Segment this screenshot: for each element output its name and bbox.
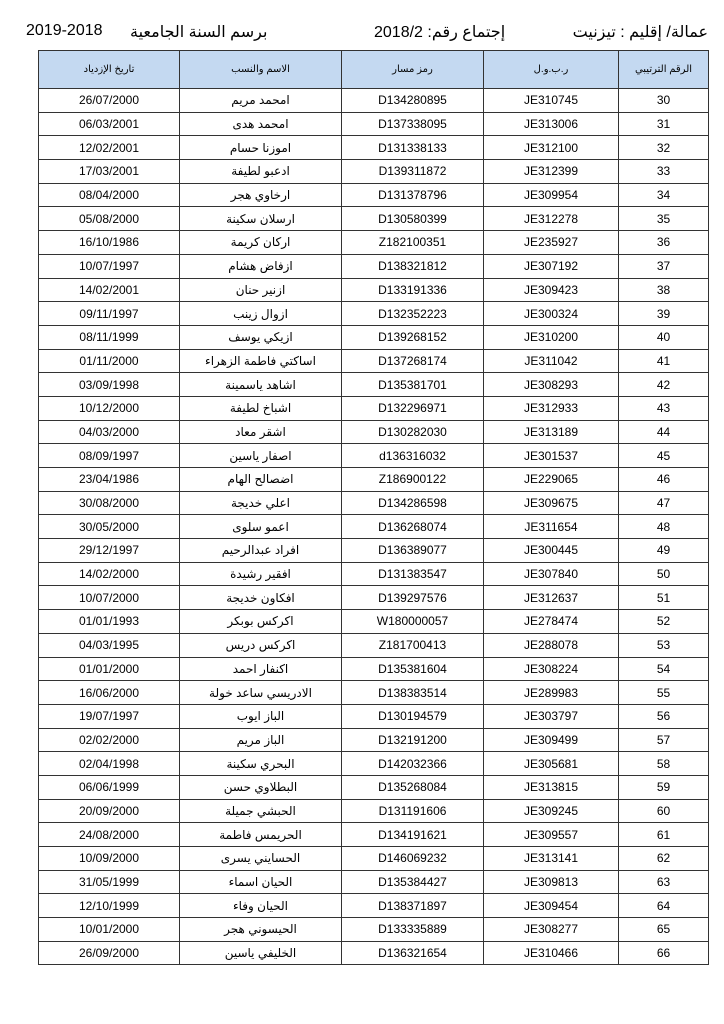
page-header: [26, 22, 708, 44]
birth-date-cell: 16/06/2000: [39, 681, 180, 705]
national-id-cell: JE313141: [484, 847, 619, 871]
national-id-cell: JE305681: [484, 752, 619, 776]
massar-code-cell: D134286598: [342, 491, 484, 515]
birth-date-cell: 26/09/2000: [39, 941, 180, 965]
full-name-cell: الباز ايوب: [180, 704, 342, 728]
rank-cell: 57: [619, 728, 709, 752]
table-row: [39, 847, 709, 871]
rank-cell: 33: [619, 160, 709, 184]
full-name-cell: اركان كريمة: [180, 231, 342, 255]
full-name-cell: اعلي خديجة: [180, 491, 342, 515]
birth-date-cell: 29/12/1997: [39, 539, 180, 563]
full-name-cell: اصفار ياسين: [180, 444, 342, 468]
table-row: [39, 444, 709, 468]
rank-cell: 51: [619, 586, 709, 610]
national-id-cell: JE278474: [484, 610, 619, 634]
national-id-cell: JE309954: [484, 183, 619, 207]
rank-cell: 40: [619, 325, 709, 349]
massar-code-cell: D133191336: [342, 278, 484, 302]
massar-code-cell: D135268084: [342, 775, 484, 799]
massar-code-cell: D131383547: [342, 562, 484, 586]
table-row: [39, 586, 709, 610]
national-id-cell: JE288078: [484, 633, 619, 657]
massar-code-cell: D132352223: [342, 302, 484, 326]
table-row: [39, 396, 709, 420]
birth-date-cell: 02/02/2000: [39, 728, 180, 752]
massar-code-cell: W180000057: [342, 610, 484, 634]
massar-code-cell: D133335889: [342, 918, 484, 942]
province-label: عمالة/ إقليم : تيزنيت: [572, 24, 708, 41]
massar-code-cell: D134280895: [342, 89, 484, 113]
massar-code-cell: D132191200: [342, 728, 484, 752]
massar-code-cell: D134191621: [342, 823, 484, 847]
table-row: [39, 515, 709, 539]
table-row: [39, 941, 709, 965]
national-id-cell: JE301537: [484, 444, 619, 468]
massar-code-cell: D136321654: [342, 941, 484, 965]
birth-date-cell: 10/07/1997: [39, 254, 180, 278]
massar-code-cell: Z186900122: [342, 468, 484, 492]
birth-date-cell: 08/11/1999: [39, 325, 180, 349]
table-row: [39, 704, 709, 728]
massar-code-cell: Z182100351: [342, 231, 484, 255]
birth-date-cell: 06/03/2001: [39, 112, 180, 136]
massar-code-cell: D135384427: [342, 870, 484, 894]
massar-code-cell: D142032366: [342, 752, 484, 776]
national-id-cell: JE313006: [484, 112, 619, 136]
full-name-cell: ازوال زينب: [180, 302, 342, 326]
table-row: [39, 325, 709, 349]
table-row: [39, 657, 709, 681]
birth-date-cell: 10/01/2000: [39, 918, 180, 942]
massar-code-cell: D136389077: [342, 539, 484, 563]
rank-cell: 38: [619, 278, 709, 302]
national-id-cell: JE313189: [484, 420, 619, 444]
national-id-cell: JE312399: [484, 160, 619, 184]
full-name-cell: اكركس دريس: [180, 633, 342, 657]
national-id-cell: JE310200: [484, 325, 619, 349]
birth-date-cell: 30/05/2000: [39, 515, 180, 539]
full-name-cell: الحسايني يسرى: [180, 847, 342, 871]
rank-cell: 61: [619, 823, 709, 847]
birth-date-cell: 19/07/1997: [39, 704, 180, 728]
birth-date-cell: 03/09/1998: [39, 373, 180, 397]
national-id-cell: JE309454: [484, 894, 619, 918]
birth-date-cell: 06/06/1999: [39, 775, 180, 799]
birth-date-cell: 05/08/2000: [39, 207, 180, 231]
massar-code-cell: D146069232: [342, 847, 484, 871]
rank-cell: 50: [619, 562, 709, 586]
full-name-cell: الحيسوني هجر: [180, 918, 342, 942]
rank-cell: 41: [619, 349, 709, 373]
massar-code-cell: D131338133: [342, 136, 484, 160]
birth-date-cell: 30/08/2000: [39, 491, 180, 515]
full-name-cell: الباز مريم: [180, 728, 342, 752]
national-id-cell: JE309245: [484, 799, 619, 823]
massar-code-cell: D130580399: [342, 207, 484, 231]
national-id-cell: JE312933: [484, 396, 619, 420]
table-row: [39, 894, 709, 918]
table-row: [39, 539, 709, 563]
full-name-cell: البحري سكينة: [180, 752, 342, 776]
rank-cell: 49: [619, 539, 709, 563]
massar-code-cell: D138321812: [342, 254, 484, 278]
rank-cell: 36: [619, 231, 709, 255]
table-row: [39, 112, 709, 136]
national-id-cell: JE309675: [484, 491, 619, 515]
national-id-cell: JE311042: [484, 349, 619, 373]
rank-cell: 48: [619, 515, 709, 539]
table-row: [39, 823, 709, 847]
table-row: [39, 89, 709, 113]
full-name-cell: اضصالح الهام: [180, 468, 342, 492]
national-id-cell: JE309423: [484, 278, 619, 302]
national-id-cell: JE309499: [484, 728, 619, 752]
birth-date-cell: 12/02/2001: [39, 136, 180, 160]
table-row: [39, 160, 709, 184]
massar-code-cell: D137338095: [342, 112, 484, 136]
full-name-cell: الحيان وفاء: [180, 894, 342, 918]
massar-code-cell: D138371897: [342, 894, 484, 918]
full-name-cell: اكنفار احمد: [180, 657, 342, 681]
birth-date-cell: 04/03/2000: [39, 420, 180, 444]
full-name-cell: امحمد مريم: [180, 89, 342, 113]
national-id-cell: JE310745: [484, 89, 619, 113]
massar-code-cell: D130282030: [342, 420, 484, 444]
national-id-cell: JE308277: [484, 918, 619, 942]
full-name-cell: اموزنا حسام: [180, 136, 342, 160]
massar-code-cell: D130194579: [342, 704, 484, 728]
rank-cell: 52: [619, 610, 709, 634]
birth-date-cell: 01/01/2000: [39, 657, 180, 681]
birth-date-cell: 26/07/2000: [39, 89, 180, 113]
birth-date-cell: 01/01/1993: [39, 610, 180, 634]
rank-cell: 45: [619, 444, 709, 468]
massar-code-cell: D131191606: [342, 799, 484, 823]
national-id-cell: JE289983: [484, 681, 619, 705]
birth-date-cell: 08/04/2000: [39, 183, 180, 207]
national-id-cell: JE308293: [484, 373, 619, 397]
massar-code-cell: D135381604: [342, 657, 484, 681]
column-header-birth-date: تاريخ الإزدياد: [39, 51, 180, 89]
table-row: [39, 136, 709, 160]
national-id-cell: JE229065: [484, 468, 619, 492]
rank-cell: 66: [619, 941, 709, 965]
table-row: [39, 562, 709, 586]
rank-cell: 35: [619, 207, 709, 231]
table-row: [39, 207, 709, 231]
rank-cell: 64: [619, 894, 709, 918]
massar-code-cell: D136268074: [342, 515, 484, 539]
national-id-cell: JE303797: [484, 704, 619, 728]
full-name-cell: اشباخ لطيفة: [180, 396, 342, 420]
national-id-cell: JE309557: [484, 823, 619, 847]
birth-date-cell: 02/04/1998: [39, 752, 180, 776]
column-header-national-id: ر.ب.و.ل: [484, 51, 619, 89]
massar-code-cell: d136316032: [342, 444, 484, 468]
full-name-cell: ازيكي يوسف: [180, 325, 342, 349]
massar-code-cell: D135381701: [342, 373, 484, 397]
national-id-cell: JE312100: [484, 136, 619, 160]
full-name-cell: اشقر معاد: [180, 420, 342, 444]
rank-cell: 63: [619, 870, 709, 894]
table-header-row: [39, 51, 709, 89]
table-row: [39, 349, 709, 373]
full-name-cell: افكاون خديجة: [180, 586, 342, 610]
rank-cell: 47: [619, 491, 709, 515]
full-name-cell: الحيان اسماء: [180, 870, 342, 894]
birth-date-cell: 01/11/2000: [39, 349, 180, 373]
full-name-cell: ازفاض هشام: [180, 254, 342, 278]
rank-cell: 60: [619, 799, 709, 823]
birth-date-cell: 10/09/2000: [39, 847, 180, 871]
full-name-cell: اعمو سلوى: [180, 515, 342, 539]
birth-date-cell: 16/10/1986: [39, 231, 180, 255]
national-id-cell: JE307192: [484, 254, 619, 278]
massar-code-cell: D132296971: [342, 396, 484, 420]
massar-code-cell: D139268152: [342, 325, 484, 349]
birth-date-cell: 24/08/2000: [39, 823, 180, 847]
rank-cell: 31: [619, 112, 709, 136]
national-id-cell: JE312637: [484, 586, 619, 610]
full-name-cell: البطلاوي حسن: [180, 775, 342, 799]
column-header-massar-code: رمز مسار: [342, 51, 484, 89]
national-id-cell: JE312278: [484, 207, 619, 231]
birth-date-cell: 17/03/2001: [39, 160, 180, 184]
birth-date-cell: 14/02/2001: [39, 278, 180, 302]
rank-cell: 46: [619, 468, 709, 492]
massar-code-cell: D137268174: [342, 349, 484, 373]
birth-date-cell: 23/04/1986: [39, 468, 180, 492]
full-name-cell: اساكتي فاطمة الزهراء: [180, 349, 342, 373]
birth-date-cell: 20/09/2000: [39, 799, 180, 823]
rank-cell: 30: [619, 89, 709, 113]
column-header-full-name: الاسم والنسب: [180, 51, 342, 89]
table-row: [39, 775, 709, 799]
rank-cell: 62: [619, 847, 709, 871]
rank-cell: 37: [619, 254, 709, 278]
full-name-cell: افقير رشيدة: [180, 562, 342, 586]
massar-code-cell: D139311872: [342, 160, 484, 184]
full-name-cell: افراد عبدالرحيم: [180, 539, 342, 563]
table-row: [39, 681, 709, 705]
rank-cell: 58: [619, 752, 709, 776]
full-name-cell: ارسلان سكينة: [180, 207, 342, 231]
national-id-cell: JE308224: [484, 657, 619, 681]
table-row: [39, 373, 709, 397]
rank-cell: 32: [619, 136, 709, 160]
national-id-cell: JE235927: [484, 231, 619, 255]
birth-date-cell: 09/11/1997: [39, 302, 180, 326]
table-row: [39, 870, 709, 894]
massar-code-cell: D131378796: [342, 183, 484, 207]
national-id-cell: JE313815: [484, 775, 619, 799]
academic-year-label: برسم السنة الجامعية: [130, 24, 268, 41]
table-row: [39, 420, 709, 444]
rank-cell: 55: [619, 681, 709, 705]
full-name-cell: الخليفي ياسين: [180, 941, 342, 965]
table-row: [39, 918, 709, 942]
rank-cell: 59: [619, 775, 709, 799]
birth-date-cell: 04/03/1995: [39, 633, 180, 657]
national-id-cell: JE300324: [484, 302, 619, 326]
full-name-cell: امحمد هدى: [180, 112, 342, 136]
massar-code-cell: Z181700413: [342, 633, 484, 657]
meeting-number: إجتماع رقم: 2018/2: [374, 24, 506, 41]
table-row: [39, 752, 709, 776]
table-row: [39, 231, 709, 255]
full-name-cell: ادعبو لطيفة: [180, 160, 342, 184]
full-name-cell: اشاهد ياسمينة: [180, 373, 342, 397]
birth-date-cell: 12/10/1999: [39, 894, 180, 918]
full-name-cell: ارخاوي هجر: [180, 183, 342, 207]
table-row: [39, 254, 709, 278]
table-row: [39, 278, 709, 302]
table-row: [39, 633, 709, 657]
academic-year: 2019-2018: [26, 22, 103, 39]
rank-cell: 42: [619, 373, 709, 397]
table-row: [39, 799, 709, 823]
birth-date-cell: 14/02/2000: [39, 562, 180, 586]
national-id-cell: JE309813: [484, 870, 619, 894]
rank-cell: 56: [619, 704, 709, 728]
rank-cell: 44: [619, 420, 709, 444]
full-name-cell: الادريسي ساعد خولة: [180, 681, 342, 705]
table-row: [39, 302, 709, 326]
table-row: [39, 610, 709, 634]
column-header-rank: الرقم الترتيبي: [619, 51, 709, 89]
table-row: [39, 491, 709, 515]
rank-cell: 65: [619, 918, 709, 942]
birth-date-cell: 31/05/1999: [39, 870, 180, 894]
national-id-cell: JE311654: [484, 515, 619, 539]
full-name-cell: الحبشي جميلة: [180, 799, 342, 823]
table-row: [39, 183, 709, 207]
table-row: [39, 728, 709, 752]
full-name-cell: اكركس بوبكر: [180, 610, 342, 634]
full-name-cell: الحريمس فاطمة: [180, 823, 342, 847]
full-name-cell: ازنير حنان: [180, 278, 342, 302]
student-roster-table: [38, 50, 709, 965]
birth-date-cell: 10/07/2000: [39, 586, 180, 610]
massar-code-cell: D139297576: [342, 586, 484, 610]
rank-cell: 53: [619, 633, 709, 657]
rank-cell: 43: [619, 396, 709, 420]
national-id-cell: JE307840: [484, 562, 619, 586]
table-row: [39, 468, 709, 492]
table-body: [39, 89, 709, 965]
rank-cell: 34: [619, 183, 709, 207]
rank-cell: 54: [619, 657, 709, 681]
national-id-cell: JE310466: [484, 941, 619, 965]
massar-code-cell: D138383514: [342, 681, 484, 705]
rank-cell: 39: [619, 302, 709, 326]
birth-date-cell: 08/09/1997: [39, 444, 180, 468]
national-id-cell: JE300445: [484, 539, 619, 563]
birth-date-cell: 10/12/2000: [39, 396, 180, 420]
